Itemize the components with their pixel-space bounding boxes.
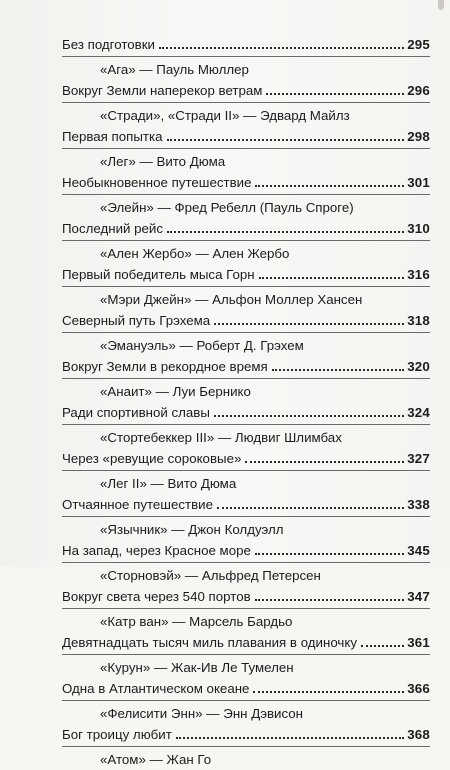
page-number: 338 bbox=[407, 497, 430, 512]
page-number: 327 bbox=[407, 451, 430, 466]
chapter-subtitle: «Мэри Джейн» — Альфон Моллер Хансен bbox=[100, 292, 363, 307]
toc-entry bbox=[62, 678, 430, 724]
chapter-subtitle: «Фелисити Энн» — Энн Дэвисон bbox=[100, 706, 304, 721]
chapter-title: Вокруг Земли наперекор ветрам bbox=[62, 83, 263, 98]
page-number: 361 bbox=[407, 635, 430, 650]
page-corner-mark bbox=[438, 0, 444, 10]
toc-entry bbox=[62, 402, 430, 448]
toc-entry-line bbox=[62, 402, 430, 423]
toc-entry bbox=[62, 218, 430, 264]
toc-entry-line bbox=[62, 264, 430, 285]
toc-entry bbox=[62, 724, 430, 770]
toc-entry-line bbox=[62, 724, 430, 745]
dot-leader bbox=[214, 323, 404, 325]
toc-entry-line bbox=[62, 356, 430, 377]
chapter-title: Вокруг света через 540 портов bbox=[62, 589, 251, 604]
dot-leader bbox=[272, 369, 404, 371]
toc-entry-line bbox=[62, 172, 430, 193]
toc-entry-line bbox=[62, 586, 430, 607]
toc-entry-line bbox=[62, 80, 430, 101]
page-number: 295 bbox=[407, 37, 430, 52]
page-number: 368 bbox=[407, 727, 430, 742]
toc-entry-line bbox=[62, 218, 430, 239]
toc-entry bbox=[62, 126, 430, 172]
entry-divider bbox=[62, 608, 430, 609]
page-number: 318 bbox=[407, 313, 430, 328]
chapter-title: Северный путь Грэхема bbox=[62, 313, 211, 328]
chapter-title: Отчаянное путешествие bbox=[62, 497, 213, 512]
chapter-subtitle: «Сторновэй» — Альфред Петерсен bbox=[100, 568, 321, 583]
page-number: 296 bbox=[407, 83, 430, 98]
chapter-subtitle: «Атом» — Жан Го bbox=[100, 752, 212, 767]
page-number: 301 bbox=[407, 175, 430, 190]
entry-divider bbox=[62, 102, 430, 103]
toc-entry-line bbox=[62, 126, 430, 147]
dot-leader bbox=[253, 691, 404, 693]
chapter-subtitle: «Стортебеккер III» — Людвиг Шлимбах bbox=[100, 430, 342, 445]
chapter-subtitle: «Эмануэль» — Роберт Д. Грэхем bbox=[100, 338, 304, 353]
entry-divider bbox=[62, 194, 430, 195]
chapter-title: На запад, через Красное море bbox=[62, 543, 251, 558]
entry-divider bbox=[62, 562, 430, 563]
page-number: 310 bbox=[407, 221, 430, 236]
chapter-title: Последний рейс bbox=[62, 221, 163, 236]
dot-leader bbox=[245, 461, 404, 463]
dot-leader bbox=[167, 139, 405, 141]
toc-entry bbox=[62, 540, 430, 586]
toc-entry bbox=[62, 264, 430, 310]
dot-leader bbox=[361, 645, 404, 647]
toc-entry-line bbox=[62, 540, 430, 561]
entry-divider bbox=[62, 746, 430, 747]
page-number: 324 bbox=[407, 405, 430, 420]
chapter-title: Через «ревущие сороковые» bbox=[62, 451, 242, 466]
toc-entry-line bbox=[62, 448, 430, 469]
page-number: 366 bbox=[407, 681, 430, 696]
entry-divider bbox=[62, 470, 430, 471]
dot-leader bbox=[167, 231, 404, 233]
toc-entry bbox=[62, 356, 430, 402]
chapter-title: Первый победитель мыса Горн bbox=[62, 267, 255, 282]
toc-entry-line bbox=[62, 310, 430, 331]
chapter-title: Вокруг Земли в рекордное время bbox=[62, 359, 268, 374]
page-number: 298 bbox=[407, 129, 430, 144]
toc-entry bbox=[62, 632, 430, 678]
toc-entry-line bbox=[62, 34, 430, 55]
dot-leader bbox=[255, 599, 405, 601]
chapter-subtitle: «Ален Жербо» — Ален Жербо bbox=[100, 246, 290, 261]
toc-entry-line bbox=[62, 494, 430, 515]
chapter-subtitle: «Стради», «Стради II» — Эдвард Майлз bbox=[100, 108, 350, 123]
entry-divider bbox=[62, 424, 430, 425]
toc-entry bbox=[62, 448, 430, 494]
chapter-title: Необыкновенное путешествие bbox=[62, 175, 252, 190]
page-number: 316 bbox=[407, 267, 430, 282]
dot-leader bbox=[217, 507, 404, 509]
toc-entry-line bbox=[62, 678, 430, 699]
page-number: 347 bbox=[407, 589, 430, 604]
toc-entry bbox=[62, 494, 430, 540]
dot-leader bbox=[159, 47, 404, 49]
chapter-subtitle: «Ага» — Пауль Мюллер bbox=[100, 62, 249, 77]
chapter-subtitle: «Курун» — Жак-Ив Ле Тумелен bbox=[100, 660, 294, 675]
dot-leader bbox=[214, 415, 404, 417]
chapter-subtitle: «Лег» — Вито Дюма bbox=[100, 154, 226, 169]
entry-divider bbox=[62, 332, 430, 333]
chapter-subtitle: «Лег II» — Вито Дюма bbox=[100, 476, 237, 491]
toc-entry bbox=[62, 586, 430, 632]
chapter-title: Одна в Атлантическом океане bbox=[62, 681, 250, 696]
page-number: 345 bbox=[407, 543, 430, 558]
toc-entry-line bbox=[62, 632, 430, 653]
dot-leader bbox=[259, 277, 405, 279]
chapter-subtitle: «Элейн» — Фред Ребелл (Пауль Спроге) bbox=[100, 200, 354, 215]
entry-divider bbox=[62, 654, 430, 655]
chapter-title: Ради спортивной славы bbox=[62, 405, 210, 420]
chapter-subtitle: «Язычник» — Джон Колдуэлл bbox=[100, 522, 284, 537]
entry-divider bbox=[62, 56, 430, 57]
chapter-title: Без подготовки bbox=[62, 37, 155, 52]
chapter-title: Бог троицу любит bbox=[62, 727, 172, 742]
entry-divider bbox=[62, 286, 430, 287]
toc-entry bbox=[62, 34, 430, 80]
page-number: 320 bbox=[407, 359, 430, 374]
entry-divider bbox=[62, 516, 430, 517]
toc-entry bbox=[62, 310, 430, 356]
chapter-title: Первая попытка bbox=[62, 129, 163, 144]
dot-leader bbox=[255, 553, 404, 555]
entry-divider bbox=[62, 148, 430, 149]
chapter-title: Девятнадцать тысяч миль плавания в одиночку bbox=[62, 635, 357, 650]
entry-divider bbox=[62, 700, 430, 701]
toc-entry bbox=[62, 172, 430, 218]
dot-leader bbox=[176, 737, 404, 739]
dot-leader bbox=[255, 185, 404, 187]
entry-divider bbox=[62, 378, 430, 379]
dot-leader bbox=[266, 93, 404, 95]
chapter-subtitle: «Катр ван» — Марсель Бардьо bbox=[100, 614, 293, 629]
entry-divider bbox=[62, 240, 430, 241]
toc-entry bbox=[62, 80, 430, 126]
chapter-subtitle: «Анаит» — Луи Бернико bbox=[100, 384, 251, 399]
table-of-contents bbox=[62, 34, 430, 770]
